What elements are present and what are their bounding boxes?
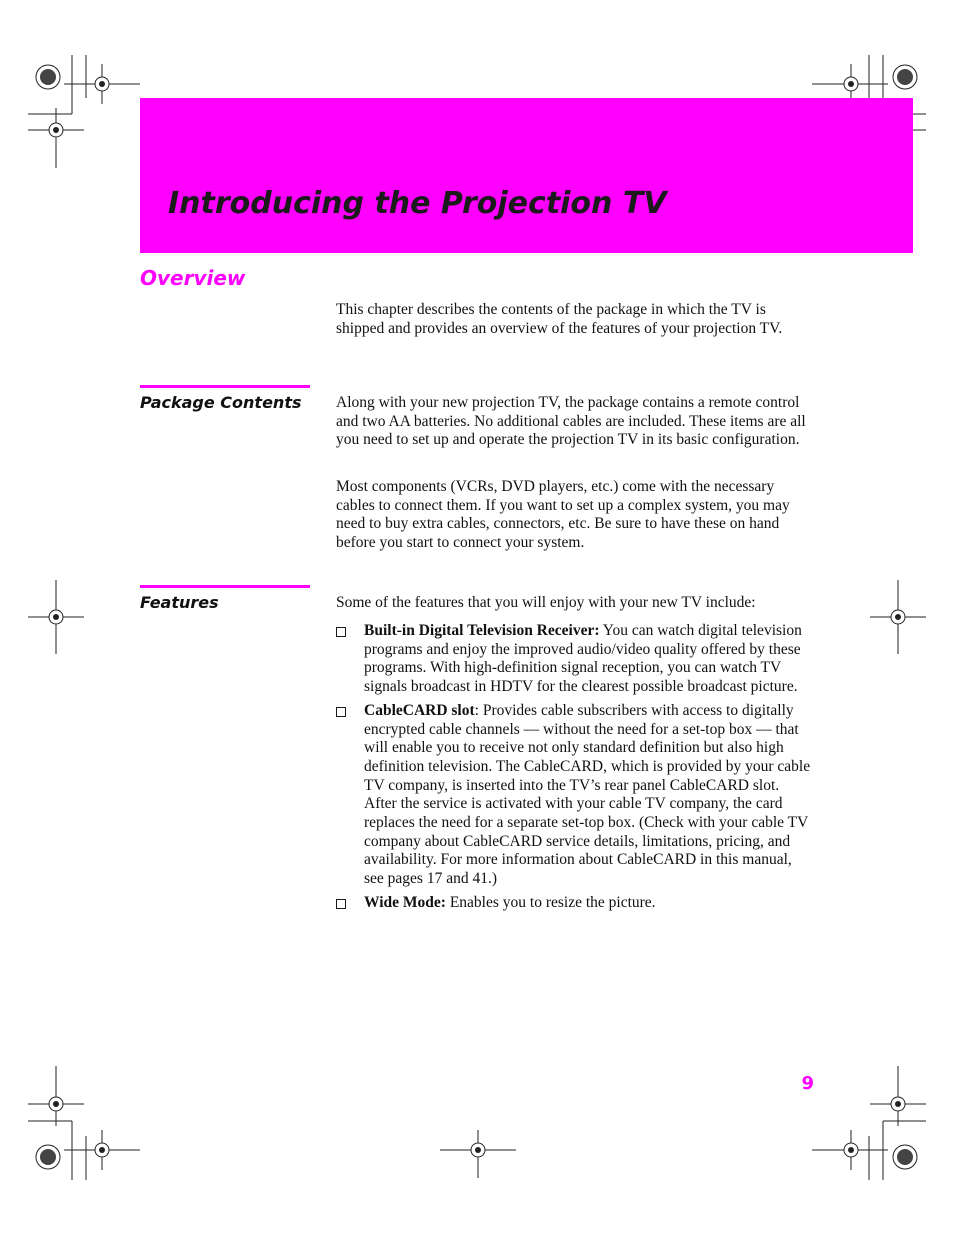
list-item [336,894,814,913]
crosshair-icon [28,580,84,654]
crosshair-icon [870,1066,926,1126]
crosshair-icon [28,108,84,168]
features-list [336,622,814,918]
side-heading-rule [140,585,310,588]
package-contents-paragraph: Along with your new projection TV, the package contains a remote control and two AA batteries. No additional cables are included. These items are all you need to set up and operate the projection TV in its basic configuration. [336,394,806,449]
starburst-icon [36,1145,60,1169]
crosshair-icon [28,1066,84,1126]
list-item [336,622,814,697]
package-contents-paragraph: Most components (VCRs, DVD players, etc.) come with the necessary cables to connect them. If you want to set up a complex system, you may need to buy extra cables, connectors, etc. Be sure to have these on hand before you start to connect your system. [336,478,790,552]
page-number: 9 [801,1073,814,1094]
feature-text: Enables you to resize the picture. [445,893,656,911]
crosshair-icon [64,64,140,104]
starburst-icon [36,65,60,89]
features-intro: Some of the features that you will enjoy with your new TV include: [336,594,756,611]
feature-lead: CableCARD slot [364,701,475,719]
chapter-banner [140,98,913,253]
crosshair-icon [812,1130,888,1170]
feature-text: You can watch digital television programs and enjoy the improved audio/video quality offered by these programs. With high-definition signal reception, you can watch TV signals broadcast in HDTV for the clearest possible broadcast picture. [364,622,802,696]
side-heading-rule [140,385,310,388]
feature-lead: Wide Mode: [364,893,446,911]
chapter-title: Introducing the Projection TV [168,186,667,221]
section-heading-overview: Overview [140,266,246,290]
list-item [336,702,814,889]
feature-lead: Built-in Digital Television Receiver: [364,622,600,639]
feature-text: : Provides cable subscribers with access to digitally encrypted cable channels — without the need for a set-top box — that will enable you to receive not only standard definition but also high definition television. The CableCARD, which is provided by your cable TV company, is inserted into the TV’s rear panel CableCARD slot. After the service is activated with your cable TV company, the card replaces the need for a separate set-top box. (Check with your cable TV company about CableCARD service details, limitations, pricing, and availability. For more information about CableCARD in this manual, see pages 17 and 41.) [364,701,811,888]
starburst-icon [893,1145,917,1169]
checkbox-bullet-icon [336,707,346,717]
crosshair-icon [870,580,926,654]
crosshair-icon [440,1130,516,1178]
side-heading-features: Features [140,593,219,612]
side-heading-package-contents: Package Contents [140,393,302,412]
checkbox-bullet-icon [336,899,346,909]
starburst-icon [893,65,917,89]
checkbox-bullet-icon [336,627,346,637]
crosshair-icon [64,1130,140,1170]
overview-intro: This chapter describes the contents of the package in which the TV is shipped and provides an overview of the features of your projection TV. [336,301,783,337]
